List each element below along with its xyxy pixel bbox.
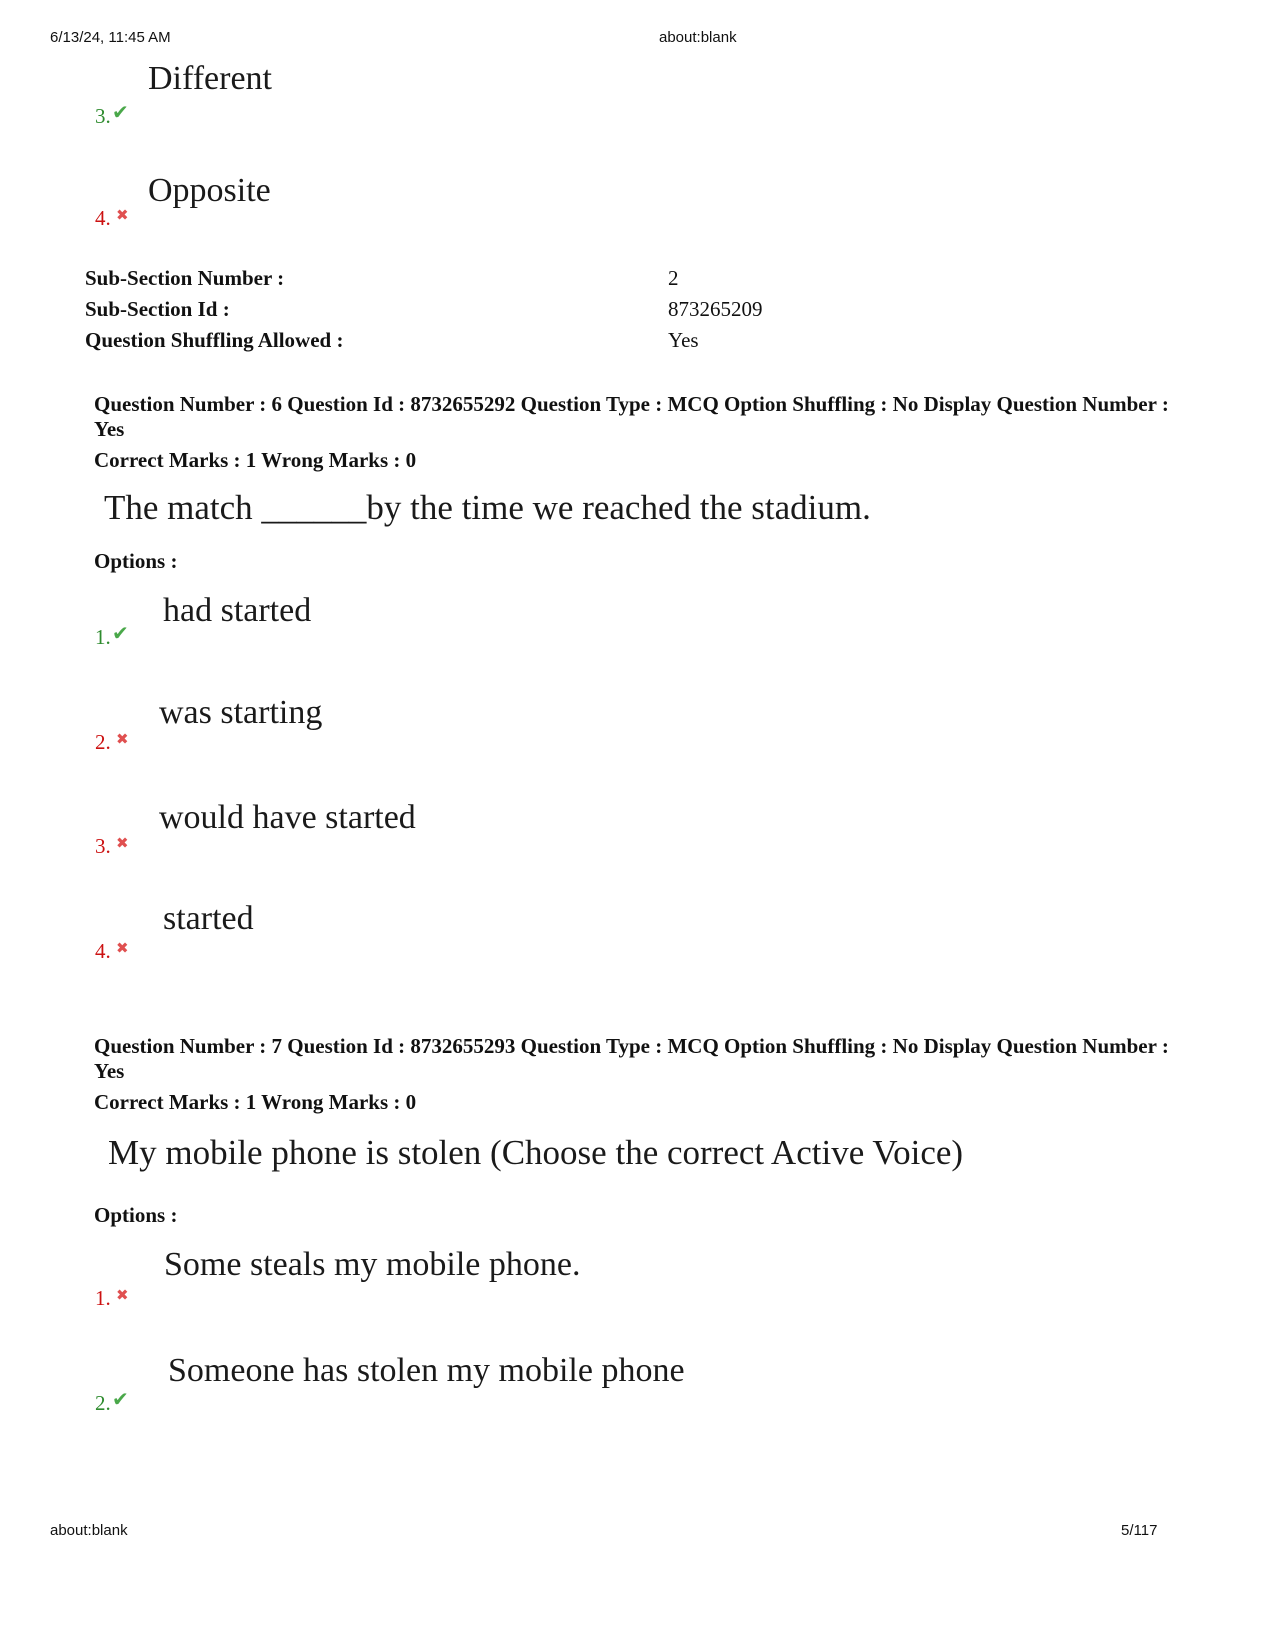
option-number: 3. bbox=[95, 834, 111, 858]
option-number: 1. bbox=[95, 1286, 111, 1310]
check-icon: ✔ bbox=[112, 621, 129, 645]
cross-icon: ✖ bbox=[116, 939, 129, 957]
option-text: Someone has stolen my mobile phone bbox=[168, 1352, 685, 1389]
print-url: about:blank bbox=[659, 29, 737, 46]
subsection-id-value: 873265209 bbox=[668, 297, 763, 321]
option-text: Some steals my mobile phone. bbox=[164, 1246, 581, 1283]
option-number: 1. bbox=[95, 625, 111, 649]
question-shuffling-label: Question Shuffling Allowed : bbox=[85, 328, 344, 352]
option-text: would have started bbox=[159, 799, 416, 836]
subsection-number-label: Sub-Section Number : bbox=[85, 266, 285, 290]
option-number: 4. bbox=[95, 206, 111, 230]
question-marks: Correct Marks : 1 Wrong Marks : 0 bbox=[94, 448, 417, 472]
check-icon: ✔ bbox=[112, 100, 129, 124]
option-text: had started bbox=[163, 592, 312, 629]
cross-icon: ✖ bbox=[116, 730, 129, 748]
option-text: Opposite bbox=[148, 172, 271, 209]
footer-url: about:blank bbox=[50, 1522, 128, 1539]
options-label: Options : bbox=[94, 1203, 178, 1227]
page-number: 5/117 bbox=[1121, 1522, 1158, 1539]
subsection-id-label: Sub-Section Id : bbox=[85, 297, 230, 321]
question-header: Question Number : 6 Question Id : 8732655292 Question Type : MCQ Option Shuffling : No Display Question Number : Yes bbox=[94, 392, 1169, 441]
option-text: started bbox=[163, 900, 254, 937]
option-number: 4. bbox=[95, 939, 111, 963]
cross-icon: ✖ bbox=[116, 834, 129, 852]
option-text: was starting bbox=[159, 694, 323, 731]
option-number: 2. bbox=[95, 730, 111, 754]
question-marks: Correct Marks : 1 Wrong Marks : 0 bbox=[94, 1090, 417, 1114]
options-label: Options : bbox=[94, 549, 178, 573]
cross-icon: ✖ bbox=[116, 206, 129, 224]
question-shuffling-value: Yes bbox=[668, 328, 699, 352]
check-icon: ✔ bbox=[112, 1387, 129, 1411]
option-number: 2. bbox=[95, 1391, 111, 1415]
question-stem: The match ______by the time we reached the stadium. bbox=[104, 488, 871, 527]
question-stem: My mobile phone is stolen (Choose the correct Active Voice) bbox=[108, 1133, 964, 1172]
cross-icon: ✖ bbox=[116, 1286, 129, 1304]
print-datetime: 6/13/24, 11:45 AM bbox=[50, 29, 171, 46]
subsection-number-value: 2 bbox=[668, 266, 679, 290]
option-text: Different bbox=[148, 60, 272, 97]
question-header: Question Number : 7 Question Id : 8732655293 Question Type : MCQ Option Shuffling : No Display Question Number : Yes bbox=[94, 1034, 1169, 1083]
option-number: 3. bbox=[95, 104, 111, 128]
